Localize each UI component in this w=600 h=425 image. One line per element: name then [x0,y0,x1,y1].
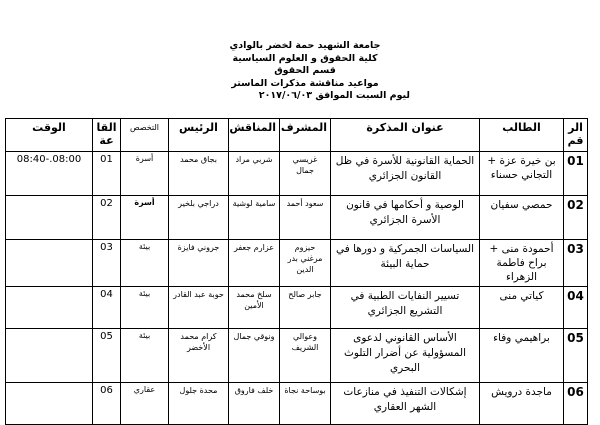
row-examiner: ونوقي جمال [229,329,280,383]
row-num: 05 [564,329,588,383]
row-title: تسيير النفايات الطبية في التشريع الجزائري [331,287,480,329]
defense-schedule-table [5,118,588,425]
row-time [6,383,93,425]
table-row [6,383,588,425]
table-row [6,329,588,383]
row-examiner: شربي مراد [229,152,280,196]
row-num: 06 [564,383,588,425]
col-header-time: الوقت [6,119,93,152]
row-supervisor: سعود أحمد [280,196,331,240]
department-name: قسم الحقوق [274,65,336,76]
table-row [6,240,588,287]
schedule-title: مواعيد مناقشة مذكرات الماستر [231,77,379,89]
table-row [6,287,588,329]
row-num: 02 [564,196,588,240]
row-hall: 04 [93,287,121,329]
document-header [200,40,410,103]
row-president: دراجي بلخير [169,196,229,240]
row-num: 04 [564,287,588,329]
row-hall: 01 [93,152,121,196]
row-title: السياسات الجمركية و دورها في حماية البيئة [331,240,480,287]
row-specialty: أسرة [121,196,169,240]
schedule-date: ليوم السبت الموافق ٢٠١٧/٠٦/٠٣ [258,90,410,101]
table-row [6,196,588,240]
row-student: أحمودة منى + براح فاطمة الزهراء [480,240,564,287]
row-specialty: بيئة [121,240,169,287]
row-time [6,329,93,383]
row-specialty: بيئة [121,329,169,383]
row-president: كرام محمد الأخضر [169,329,229,383]
row-supervisor: جابر صالح [280,287,331,329]
col-header-specialty: التخصص [121,119,169,152]
col-header-supervisor: المشرف [280,119,331,152]
row-hall: 05 [93,329,121,383]
row-student: براهيمي وفاء [480,329,564,383]
row-president: جروني فايزة [169,240,229,287]
row-student: كياتي منى [480,287,564,329]
table-header-row [6,119,588,152]
row-president: محدة جلول [169,383,229,425]
row-examiner: سامية لوشية [229,196,280,240]
col-header-student: الطالب [480,119,564,152]
row-supervisor: وعوالي الشريف [280,329,331,383]
row-title: إشكالات التنفيذ في منازعات الشهر العقاري [331,383,480,425]
row-time [6,240,93,287]
row-student: حمصي سفيان [480,196,564,240]
row-examiner: خلف فاروق [229,383,280,425]
col-header-examiner: المناقش [229,119,280,152]
row-student: بن خيرة عزة + التجاني حسناء [480,152,564,196]
university-name: جامعة الشهيد حمة لخضر بالوادي [229,40,381,51]
row-hall: 06 [93,383,121,425]
col-header-title: عنوان المذكرة [331,119,480,152]
col-header-hall: القا عة [93,119,121,152]
col-header-num: الر قم [564,119,588,152]
row-hall: 03 [93,240,121,287]
row-specialty: أسرة [121,152,169,196]
row-student: ماجدة درويش [480,383,564,425]
row-examiner: عزارم جعفر [229,240,280,287]
row-title: الوصية و أحكامها في قانون الأسرة الجزائري [331,196,480,240]
row-president: بجاق محمد [169,152,229,196]
row-specialty: بيئة [121,287,169,329]
row-supervisor: غريسي جمال [280,152,331,196]
row-examiner: سلخ محمد الأمين [229,287,280,329]
row-title: الأساس القانوني لدعوى المسؤولية عن أضرار التلوث البحري [331,329,480,383]
row-time: 08:40-.08:00 [6,152,93,196]
row-hall: 02 [93,196,121,240]
col-header-president: الرئيس [169,119,229,152]
row-time [6,287,93,329]
row-time [6,196,93,240]
row-supervisor: بوساحة نجاة [280,383,331,425]
faculty-name: كلية الحقوق و العلوم السياسية [232,52,378,64]
row-president: حوبة عبد القادر [169,287,229,329]
row-specialty: عقاري [121,383,169,425]
row-num: 01 [564,152,588,196]
row-num: 03 [564,240,588,287]
row-supervisor: حيزوم مرغني بدر الدين [280,240,331,287]
table-row [6,152,588,196]
row-title: الحماية القانونية للأسرة في ظل القانون الجزائري [331,152,480,196]
